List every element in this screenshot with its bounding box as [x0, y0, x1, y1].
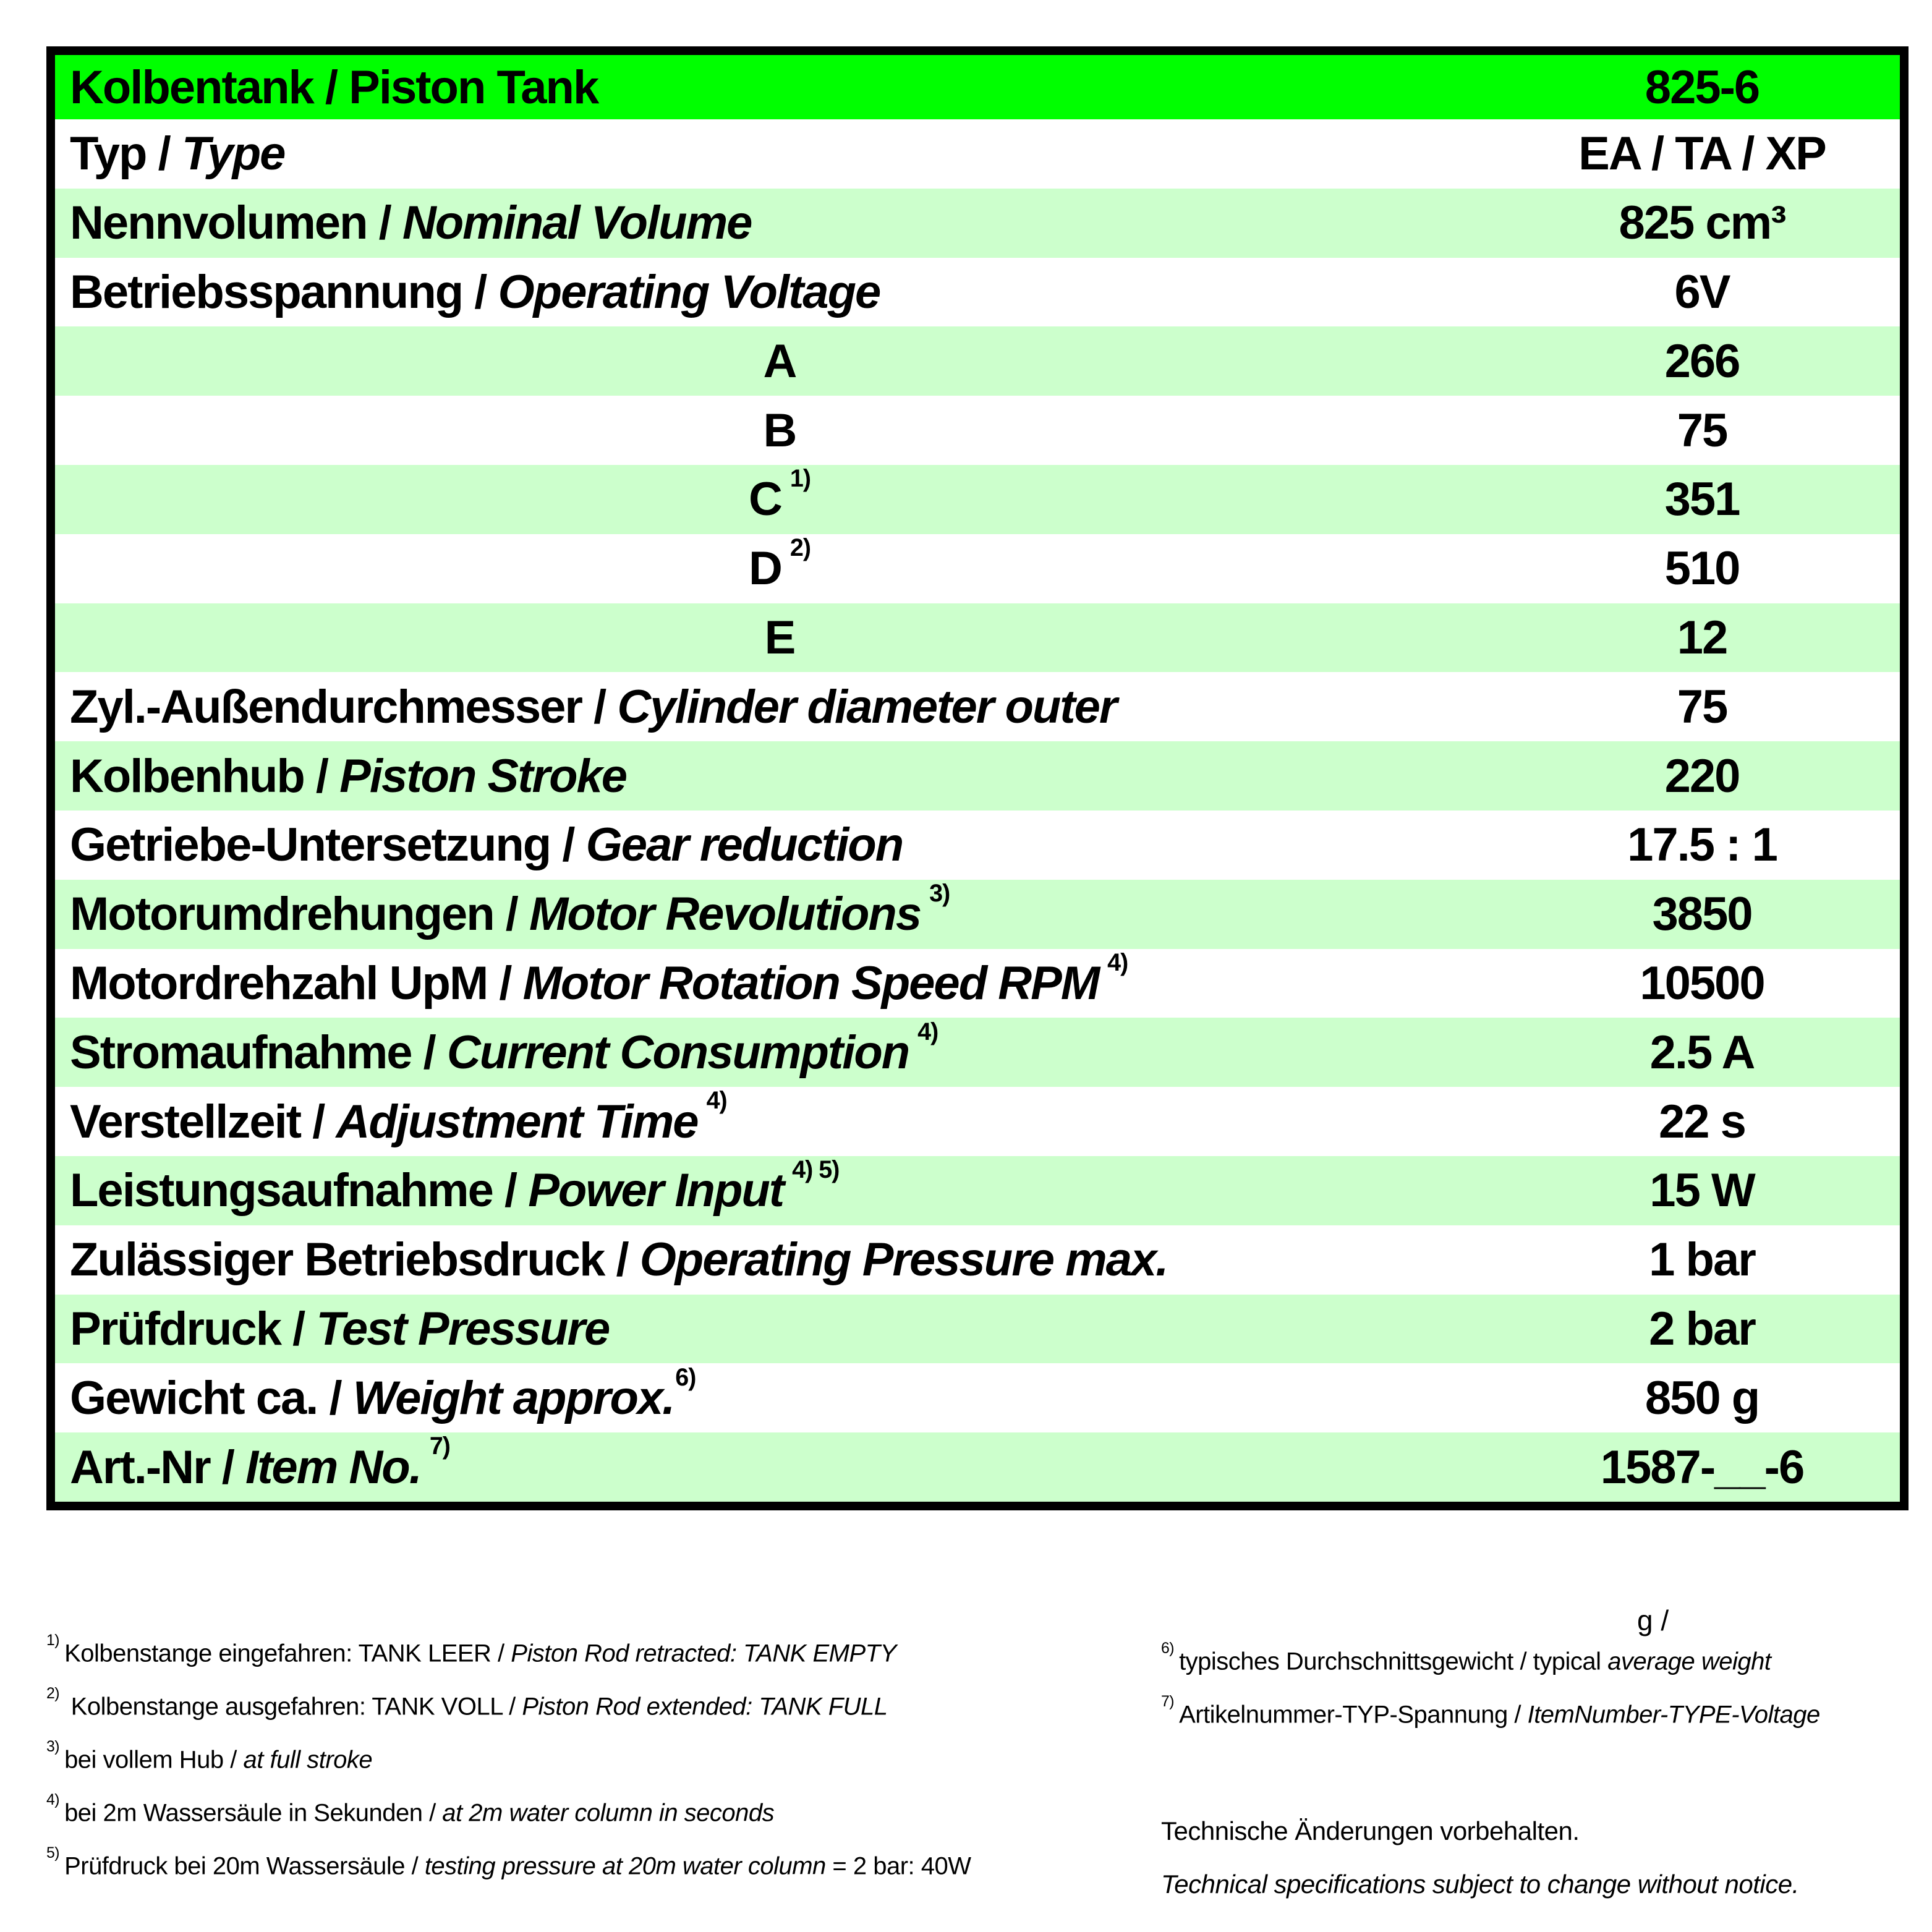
- row-value: 75: [1677, 404, 1727, 457]
- table-row: [55, 1432, 1900, 1502]
- table-row: [55, 672, 1900, 741]
- table-row: [55, 1087, 1900, 1156]
- row-label: D $^{2)}$: [748, 534, 811, 595]
- row-label: Leistungsaufnahme / Power Input $^{4) 5)}$: [70, 1156, 840, 1217]
- row-label: E: [764, 611, 795, 664]
- row-value: 850 g: [1645, 1371, 1760, 1424]
- footnote: $^{7)}$ Artikelnummer-TYP-Spannung / ItemNumber-TYPE-Voltage: [1161, 1693, 1820, 1729]
- row-label: Typ / Type: [70, 127, 285, 181]
- table-row: [55, 1018, 1900, 1087]
- table-row: [55, 465, 1900, 534]
- row-value: 266: [1664, 334, 1740, 388]
- row-value: 17.5 : 1: [1627, 819, 1777, 872]
- change-notice: [1161, 1816, 1799, 1923]
- footnote: $^{1)}$ Kolbenstange eingefahren: TANK LEER / Piston Rod retracted: TANK EMPTY: [46, 1632, 896, 1667]
- footnote: $^{3)}$ bei vollem Hub / at full stroke: [46, 1738, 373, 1774]
- row-value: 6V: [1674, 265, 1730, 318]
- row-value: 2.5 A: [1649, 1026, 1755, 1079]
- table-row: [55, 396, 1900, 465]
- spec-table: [46, 46, 1909, 1510]
- page-title: Kolbentank / Piston Tank: [70, 61, 598, 114]
- table-row: [55, 811, 1900, 880]
- row-value: 3850: [1652, 888, 1752, 941]
- row-value: 825 cm³: [1619, 197, 1785, 250]
- row-label: Stromaufnahme / Current Consumption $^{4)}$: [70, 1018, 938, 1079]
- footnote: $^{4)}$ bei 2m Wassersäule in Sekunden / at 2m water column in seconds: [46, 1791, 775, 1827]
- table-row: [55, 189, 1900, 258]
- footnotes-left: [46, 1632, 971, 1905]
- row-label: A: [763, 334, 796, 388]
- footnotes-right: [1161, 1640, 1820, 1754]
- row-label: Getriebe-Untersetzung / Gear reduction: [70, 819, 903, 872]
- footnote: $^{2)}$ Kolbenstange ausgefahren: TANK VOLL / Piston Rod extended: TANK FULL: [46, 1685, 888, 1721]
- table-row: [55, 741, 1900, 811]
- table-row: [55, 534, 1900, 603]
- row-label: Betriebsspannung / Operating Voltage: [70, 265, 880, 318]
- footnote: $^{6)}$ typisches Durchschnittsgewicht / typical average weight: [1161, 1640, 1771, 1675]
- footnote: $^{5)}$ Prüfdruck bei 20m Wassersäule / testing pressure at 20m water column = 2 bar: 40W: [46, 1844, 971, 1880]
- row-value: 2 bar: [1649, 1302, 1755, 1355]
- row-label: Motorumdrehungen / Motor Revolutions $^{3)}$: [70, 880, 950, 941]
- row-label: Verstellzeit / Adjustment Time $^{4)}$: [70, 1087, 727, 1148]
- table-row: [55, 326, 1900, 396]
- row-value: 1 bar: [1649, 1233, 1755, 1287]
- change-notice-de: Technische Änderungen vorbehalten.: [1161, 1816, 1580, 1845]
- row-label: C $^{1)}$: [748, 465, 811, 526]
- row-value: 10500: [1640, 956, 1764, 1010]
- row-value: 22 s: [1659, 1095, 1745, 1148]
- row-value: 351: [1664, 473, 1740, 526]
- table-row: [55, 1156, 1900, 1225]
- clipped-text-fragment: g /: [1637, 1604, 1669, 1636]
- change-notice-en: Technical specifications subject to change without notice.: [1161, 1870, 1799, 1899]
- row-value: 510: [1664, 542, 1740, 595]
- row-label: Motordrehzahl UpM / Motor Rotation Speed RPM $^{4)}$: [70, 948, 1128, 1010]
- row-label: Kolbenhub / Piston Stroke: [70, 749, 627, 802]
- row-label: Nennvolumen / Nominal Volume: [70, 197, 752, 250]
- table-row: [55, 1225, 1900, 1295]
- table-row: [55, 880, 1900, 949]
- table-row: [55, 1363, 1900, 1432]
- row-value: 12: [1677, 611, 1727, 664]
- row-value: EA / TA / XP: [1578, 127, 1826, 181]
- table-row: [55, 949, 1900, 1018]
- row-value: 1587-__-6: [1600, 1440, 1804, 1494]
- table-row: [55, 1295, 1900, 1364]
- row-label: B: [763, 404, 796, 457]
- table-row: [55, 258, 1900, 327]
- row-value: 15 W: [1649, 1164, 1755, 1217]
- row-label: Zulässiger Betriebsdruck / Operating Pressure max.: [70, 1233, 1168, 1287]
- row-label: Gewicht ca. / Weight approx.$^{6)}$: [70, 1363, 696, 1424]
- row-label: Art.-Nr / Item No. $^{7)}$: [70, 1432, 450, 1494]
- table-row: [55, 603, 1900, 673]
- row-value: 75: [1677, 680, 1727, 733]
- row-label: Prüfdruck / Test Pressure: [70, 1302, 610, 1355]
- table-row: [55, 119, 1900, 189]
- row-value: 220: [1664, 749, 1740, 802]
- row-label: Zyl.-Außendurchmesser / Cylinder diameter outer: [70, 680, 1117, 733]
- model-number: 825-6: [1645, 61, 1760, 114]
- table-header-row: [55, 55, 1900, 119]
